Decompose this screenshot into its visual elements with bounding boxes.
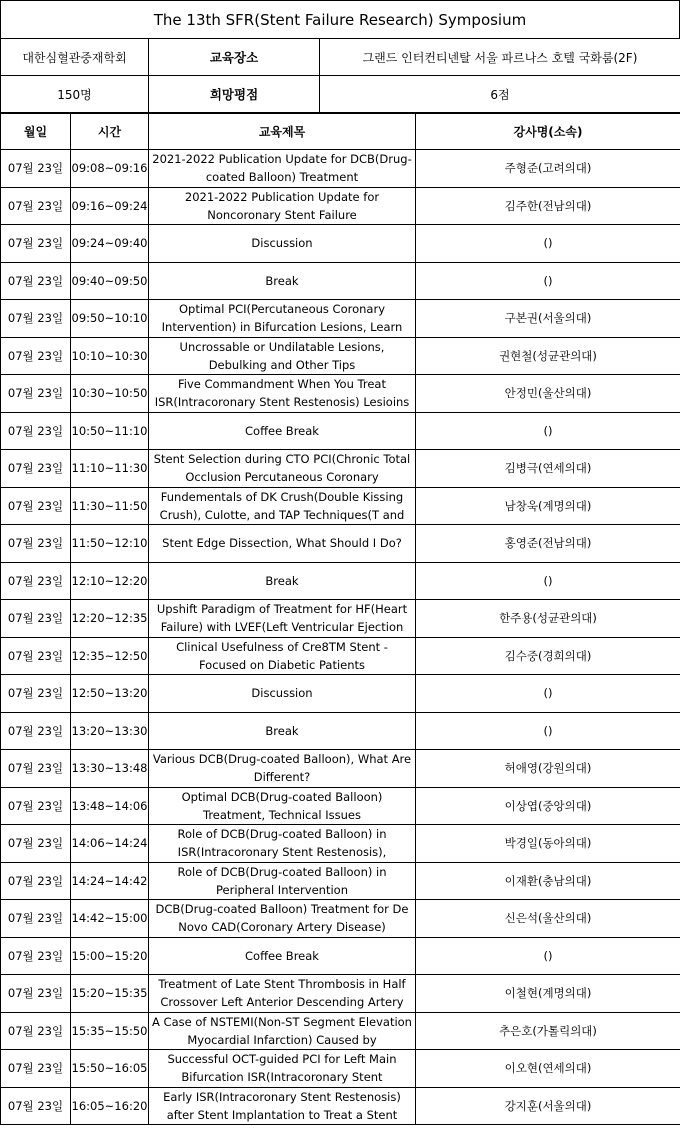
row-time: 13:48~14:06 [71,787,149,825]
row-topic-cell [149,562,416,600]
row-topic: 2021-2022 Publication Update for Noncoronary Stent Failure [184,189,380,222]
row-speaker: 강지훈(서울의대) [416,1087,680,1125]
header-speaker: 강사명(소속) [416,114,680,150]
row-topic: Fundementals of DK Crush(Double Kissing Crush), Culotte, and TAP Techniques(T and [159,489,405,522]
venue-label: 교육장소 [149,39,320,76]
row-topic: Stent Selection during CTO PCI(Chronic Total Occlusion Percutaneous Coronary [153,452,411,485]
row-topic-cell [149,1087,416,1125]
table-row [1,1087,680,1125]
row-topic-cell [149,637,416,675]
document-title: The 13th SFR(Stent Failure Research) Symposium [1,1,680,39]
row-speaker: 김병극(연세의대) [416,450,680,488]
row-time: 15:35~15:50 [71,1012,149,1050]
row-date: 07월 23일 [1,862,71,900]
row-topic-cell [149,787,416,825]
row-time: 14:24~14:42 [71,862,149,900]
row-date: 07월 23일 [1,225,71,263]
venue-value: 그랜드 인터컨티넨탈 서울 파르나스 호텔 국화룸(2F) [320,39,680,76]
row-topic: 2021-2022 Publication Update for DCB(Drug-coated Balloon) Treatment [152,152,412,185]
row-time: 09:40~09:50 [71,262,149,300]
table-row [1,1050,680,1088]
row-topic: Discussion [251,686,313,701]
row-date: 07월 23일 [1,525,71,563]
table-row [1,862,680,900]
info-table [0,38,680,113]
row-speaker: () [416,225,680,263]
row-speaker: 신은석(울산의대) [416,900,680,938]
schedule-table [0,113,680,1125]
title-table [0,0,680,39]
row-date: 07월 23일 [1,600,71,638]
row-date: 07월 23일 [1,1012,71,1050]
row-topic-cell [149,187,416,225]
row-topic: Break [265,273,299,288]
table-row [1,150,680,188]
row-time: 09:08~09:16 [71,150,149,188]
row-topic: Break [265,723,299,738]
row-speaker: 이재환(충남의대) [416,862,680,900]
row-date: 07월 23일 [1,375,71,413]
row-date: 07월 23일 [1,787,71,825]
header-time: 시간 [71,114,149,150]
row-time: 13:30~13:48 [71,750,149,788]
row-topic-cell [149,900,416,938]
table-row [1,337,680,375]
row-speaker: () [416,262,680,300]
row-date: 07월 23일 [1,150,71,188]
row-topic-cell [149,600,416,638]
row-date: 07월 23일 [1,712,71,750]
row-speaker: 홍영준(전남의대) [416,525,680,563]
table-row [1,487,680,525]
table-row [1,600,680,638]
row-topic-cell [149,150,416,188]
row-speaker: 이철현(계명의대) [416,975,680,1013]
row-date: 07월 23일 [1,337,71,375]
row-speaker: 추은호(가톨릭의대) [416,1012,680,1050]
row-time: 12:20~12:35 [71,600,149,638]
row-speaker: () [416,562,680,600]
row-date: 07월 23일 [1,1050,71,1088]
header-topic: 교육제목 [149,114,416,150]
row-topic-cell [149,862,416,900]
row-speaker: () [416,937,680,975]
table-row [1,637,680,675]
capacity-value: 150명 [1,76,149,113]
row-date: 07월 23일 [1,750,71,788]
row-time: 15:00~15:20 [71,937,149,975]
row-time: 10:30~10:50 [71,375,149,413]
row-topic: Break [265,573,299,588]
row-date: 07월 23일 [1,1087,71,1125]
row-topic: Coffee Break [245,423,319,438]
row-date: 07월 23일 [1,487,71,525]
row-topic-cell [149,975,416,1013]
organizer-value: 대한심혈관중재학회 [1,39,149,76]
row-speaker: 이상엽(중앙의대) [416,787,680,825]
row-topic: Various DCB(Drug-coated Balloon), What Are Different? [152,752,412,785]
row-speaker: 김수중(경희의대) [416,637,680,675]
row-time: 16:05~16:20 [71,1087,149,1125]
row-date: 07월 23일 [1,262,71,300]
row-time: 11:30~11:50 [71,487,149,525]
row-time: 09:16~09:24 [71,187,149,225]
row-topic: DCB(Drug-coated Balloon) Treatment for De Novo CAD(Coronary Artery Disease) [155,902,409,935]
row-time: 13:20~13:30 [71,712,149,750]
row-date: 07월 23일 [1,562,71,600]
row-time: 11:10~11:30 [71,450,149,488]
row-topic: Five Commandment When You Treat ISR(Intracoronary Stent Restenosis) Lesioins [154,377,410,410]
row-speaker: 안정민(울산의대) [416,375,680,413]
row-topic-cell [149,675,416,713]
row-speaker: () [416,712,680,750]
table-row [1,375,680,413]
row-speaker: 이오현(연세의대) [416,1050,680,1088]
row-time: 12:50~13:20 [71,675,149,713]
table-row [1,1012,680,1050]
row-date: 07월 23일 [1,637,71,675]
row-topic: Stent Edge Dissection, What Should I Do? [162,536,402,551]
row-time: 14:42~15:00 [71,900,149,938]
table-row [1,975,680,1013]
row-date: 07월 23일 [1,825,71,863]
row-date: 07월 23일 [1,937,71,975]
row-time: 11:50~12:10 [71,525,149,563]
row-speaker: 주형준(고려의대) [416,150,680,188]
table-row [1,525,680,563]
row-topic: A Case of NSTEMI(Non-ST Segment Elevation Myocardial Infarction) Caused by [152,1014,412,1047]
row-topic-cell [149,300,416,338]
row-speaker: 박경일(동아의대) [416,825,680,863]
row-topic-cell [149,1050,416,1088]
row-topic-cell [149,337,416,375]
row-topic-cell [149,750,416,788]
table-row [1,450,680,488]
row-topic: Treatment of Late Stent Thrombosis in Half Crossover Left Anterior Descending Artery [158,977,406,1010]
row-topic-cell [149,375,416,413]
row-time: 10:10~10:30 [71,337,149,375]
row-topic-cell [149,825,416,863]
table-row [1,825,680,863]
row-time: 15:20~15:35 [71,975,149,1013]
row-topic: Discussion [251,236,313,251]
row-speaker: () [416,412,680,450]
row-topic-cell [149,450,416,488]
row-time: 12:10~12:20 [71,562,149,600]
table-row [1,225,680,263]
table-row [1,412,680,450]
row-speaker: 권현철(성균관의대) [416,337,680,375]
row-speaker: 김주한(전남의대) [416,187,680,225]
row-topic: Successful OCT-guided PCI for Left Main Bifurcation ISR(Intracoronary Stent [167,1052,397,1085]
row-topic: Clinical Usefulness of Cre8TM Stent - Focused on Diabetic Patients [176,639,388,672]
row-topic: Early ISR(Intracoronary Stent Restenosis) after Stent Implantation to Treat a Stent [163,1089,401,1122]
row-speaker: () [416,675,680,713]
table-row [1,787,680,825]
row-topic: Role of DCB(Drug-coated Balloon) in Peripheral Intervention [177,864,387,897]
table-row [1,675,680,713]
header-date: 월일 [1,114,71,150]
table-row [1,300,680,338]
row-date: 07월 23일 [1,675,71,713]
row-topic-cell [149,412,416,450]
table-row [1,187,680,225]
row-speaker: 구본권(서울의대) [416,300,680,338]
row-time: 09:50~10:10 [71,300,149,338]
row-speaker: 남창욱(계명의대) [416,487,680,525]
row-topic-cell [149,937,416,975]
row-time: 15:50~16:05 [71,1050,149,1088]
row-topic-cell [149,712,416,750]
row-topic-cell [149,525,416,563]
row-date: 07월 23일 [1,900,71,938]
row-topic: Coffee Break [245,948,319,963]
table-row [1,900,680,938]
row-speaker: 한주용(성균관의대) [416,600,680,638]
row-time: 10:50~11:10 [71,412,149,450]
row-topic-cell [149,262,416,300]
row-date: 07월 23일 [1,187,71,225]
row-topic: Uncrossable or Undilatable Lesions, Debulking and Other Tips [179,339,385,372]
row-time: 12:35~12:50 [71,637,149,675]
table-row [1,562,680,600]
row-topic-cell [149,225,416,263]
row-date: 07월 23일 [1,975,71,1013]
row-topic-cell [149,487,416,525]
row-date: 07월 23일 [1,300,71,338]
row-topic: Optimal PCI(Percutaneous Coronary Intervention) in Bifurcation Lesions, Learn [161,302,403,335]
credit-label: 희망평점 [149,76,320,113]
table-row [1,712,680,750]
table-row [1,262,680,300]
row-date: 07월 23일 [1,450,71,488]
row-time: 09:24~09:40 [71,225,149,263]
row-topic: Role of DCB(Drug-coated Balloon) in ISR(Intracoronary Stent Restenosis), [177,827,387,860]
row-time: 14:06~14:24 [71,825,149,863]
table-row [1,937,680,975]
row-topic: Upshift Paradigm of Treatment for HF(Heart Failure) with LVEF(Left Ventricular Ejection [156,602,408,635]
row-topic: Optimal DCB(Drug-coated Balloon) Treatment, Technical Issues [181,789,383,822]
row-topic-cell [149,1012,416,1050]
credit-value: 6점 [320,76,680,113]
schedule-header-row [1,114,680,150]
row-date: 07월 23일 [1,412,71,450]
row-speaker: 허애영(강원의대) [416,750,680,788]
table-row [1,750,680,788]
